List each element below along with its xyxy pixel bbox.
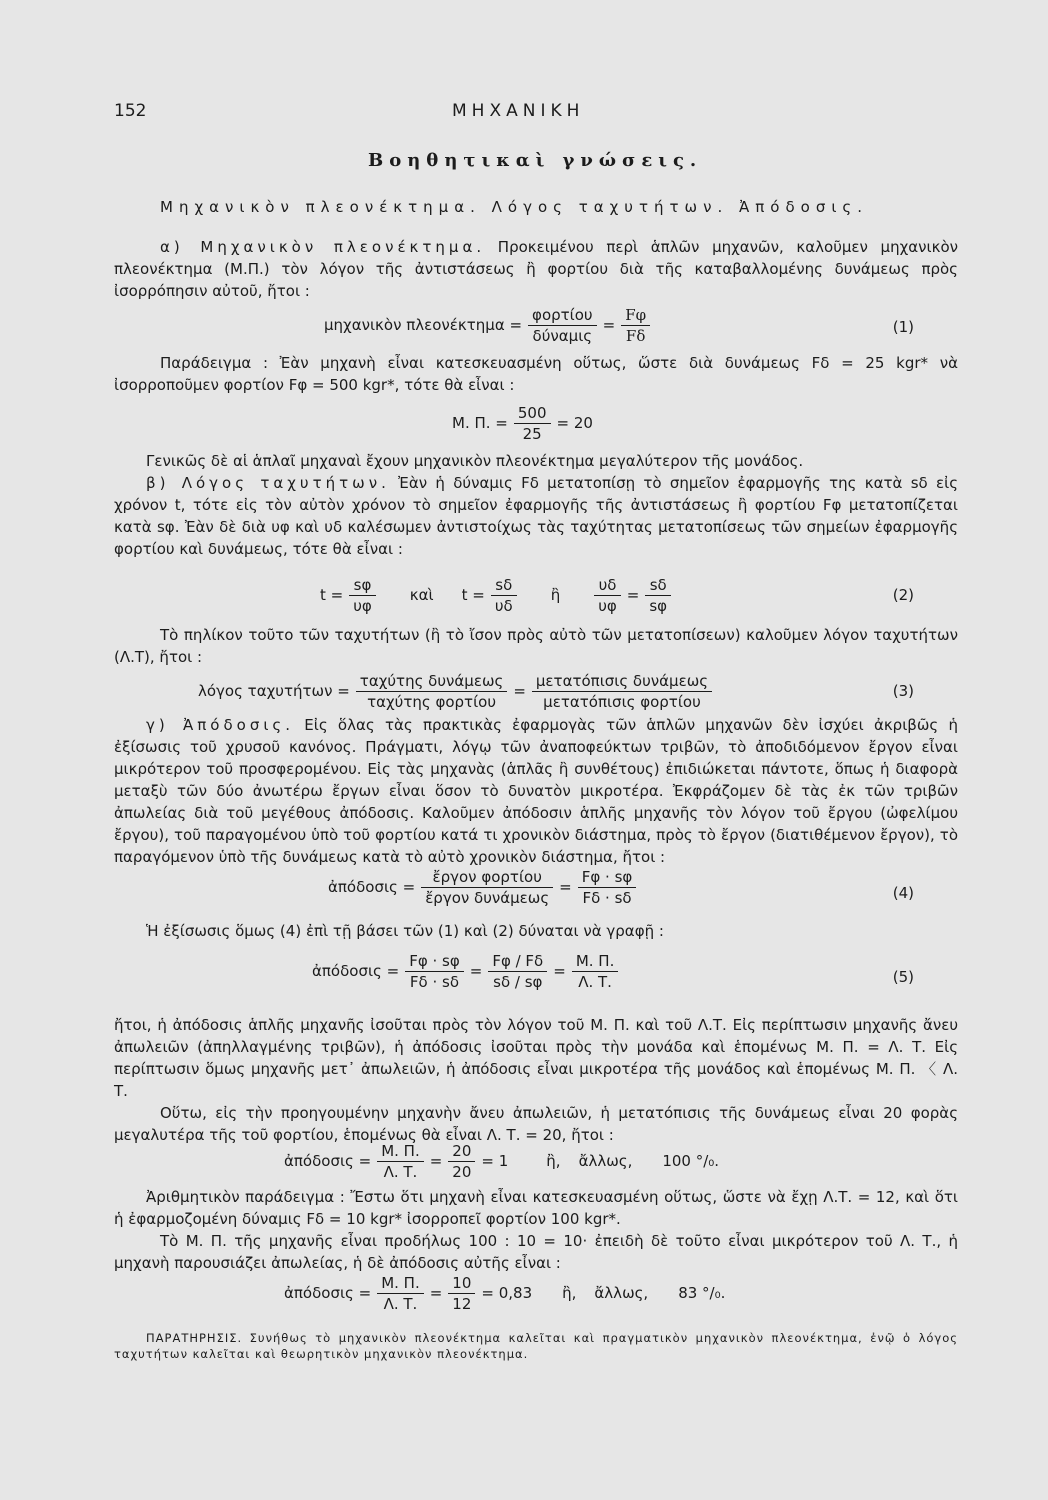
eqmp-fraction [514, 403, 551, 444]
equation-4 [114, 862, 958, 912]
eq2-d2: υδ [494, 596, 513, 615]
eq1-num2: Fφ [621, 305, 650, 326]
eq5-n2: Fφ / Fδ [488, 951, 547, 972]
eq2-n1: sφ [349, 575, 376, 596]
eq3-fraction-2 [532, 671, 712, 712]
section-title: Βοηθητικαὶ γνώσεις. [368, 150, 703, 171]
eq2-kai: καὶ [409, 586, 434, 604]
eq7-equals: = [429, 1284, 443, 1302]
eq1-fraction [528, 305, 597, 346]
eq3-lhs: λόγος ταχυτήτων = [198, 682, 350, 700]
eq5-number: (5) [892, 968, 914, 986]
eq7-percent: 83 °/₀. [678, 1284, 726, 1302]
eq5-fraction-1 [405, 951, 464, 992]
eq6-percent: 100 °/₀. [662, 1152, 720, 1170]
eq2-t2: t = [461, 586, 485, 604]
eqmp-lhs: Μ. Π. = [452, 414, 508, 432]
paragraph-c [114, 714, 958, 868]
numeric-example: Ἀριθμητικὸν παράδειγμα : Ἔστω ὅτι μηχανὴ εἶναι κατεσκευασμένη οὕτως, ὥστε νὰ ἔχῃ Λ.Τ. = 12, καὶ ὅτι ἡ ἐφαρμοζομένη δύναμις Fδ = 10 kgr* ἰσορροπεῖ φορτίον 100 kgr*. [114, 1188, 958, 1228]
eqmp-num: 500 [514, 403, 551, 424]
eq6-d2: 20 [452, 1162, 472, 1181]
equation-intro: Ἡ ἐξίσωσις ὅμως (4) ἐπὶ τῇ βάσει τῶν (1) καὶ (2) δύναται νὰ γραφῇ : [146, 922, 664, 940]
eq4-den2: Fδ · sδ [582, 888, 632, 907]
eq5-equals-2: = [553, 962, 566, 980]
eq2-d3: υφ [598, 596, 617, 615]
eq4-lhs: ἀπόδοσις = [328, 878, 416, 896]
eq1-num: φορτίου [528, 305, 597, 326]
equation-3 [114, 666, 958, 716]
eq1-fraction-2 [621, 305, 650, 346]
eq6-other: ἄλλως, [578, 1152, 633, 1170]
eq7-lhs: ἀπόδοσις = [284, 1284, 372, 1302]
heading-b: β) Λόγος ταχυτήτων. [146, 474, 390, 492]
eq3-fraction-1 [356, 671, 508, 712]
eq3-den: ταχύτης φορτίου [367, 692, 497, 711]
conclusion: ἤτοι, ἡ ἀπόδοσις ἁπλῆς μηχανῆς ἰσοῦται πρὸς τὸν λόγον τοῦ Μ. Π. καὶ τοῦ Λ.Τ. Εἰς περίπτωσιν μηχανῆς ἄνευ ἀπωλειῶν (ἀπηλλαγμένης τριβῶν), ἡ ἀπόδοσις ἰσοῦται πρὸς τὴν μονάδα καὶ ἑπομένως Μ. Π. = Λ. Τ. Εἰς περίπτωσιν ὅμως μηχανῆς μετ᾽ ἀπωλειῶν, ἡ ἀπόδοσις εἶναι μικροτέρα τῆς μονάδος καὶ ἑπομένως Μ. Π. 〈 Λ. Τ. [114, 1016, 958, 1100]
ratio-definition: Τὸ πηλίκον τοῦτο τῶν ταχυτήτων (ἢ τὸ ἴσον πρὸς αὐτὸ τῶν μετατοπίσεων) καλοῦμεν λόγον ταχυτήτων (Λ.Τ), ἤτοι : [114, 626, 958, 666]
eq4-equals: = [559, 878, 572, 896]
eq2-t1: t = [320, 586, 344, 604]
eq6-fraction-1 [377, 1141, 424, 1182]
eq2-n2: sδ [491, 575, 517, 596]
eq5-fraction-3 [572, 951, 619, 992]
eq2-equals: = [626, 586, 640, 604]
page-number: 152 [114, 101, 147, 121]
eq2-d1: υφ [353, 596, 372, 615]
eq2-number: (2) [892, 586, 914, 604]
eq5-d3: Λ. Τ. [578, 972, 612, 991]
eq1-den2: Fδ [625, 326, 646, 345]
eq1-den: δύναμις [532, 326, 593, 345]
previous-machine: Οὕτω, εἰς τὴν προηγουμένην μηχανὴν ἄνευ ἀπωλειῶν, ἡ μετατόπισις τῆς δυνάμεως εἶναι 20 φορὰς μεγαλυτέρα τῆς τοῦ φορτίου, ἑπομένως θὰ εἶναι Λ. Τ. = 20, ἤτοι : [114, 1104, 958, 1144]
eq2-n4: sδ [645, 575, 671, 596]
eq4-den: ἔργον δυνάμεως [425, 888, 550, 907]
eq5-equals-1: = [469, 962, 483, 980]
eq7-or: ἢ, [562, 1284, 577, 1302]
eq4-number: (4) [892, 884, 914, 902]
text-b: Ἐὰν ἡ δύναμις Fδ μετατοπίσῃ τὸ σημεῖον ἐφαρμογῆς της κατὰ sδ εἰς χρόνον t, τότε εἰς τὸν αὐτὸν χρόνον τὸ σημεῖον ἐφαρμογῆς τῆς ἀντιστάσεως ἢ φορτίου Fφ μετατοπίζεται κατὰ sφ. Ἐὰν δὲ διὰ υφ καὶ υδ καλέσωμεν ἀντιστοίχως τὰς ταχύτητας μετατοπίσεως τῶν σημείων ἐφαρμογῆς φορτίου καὶ δυνάμεως, τότε θὰ εἶναι : [114, 474, 958, 558]
eq7-fraction-1 [377, 1273, 424, 1314]
equation-7 [114, 1268, 958, 1318]
eq1-equals: = [602, 316, 616, 334]
eq2-fraction-4 [645, 575, 671, 616]
eq6-n1: Μ. Π. [377, 1141, 424, 1162]
eq4-fraction-2 [578, 867, 637, 908]
eq1-number: (1) [892, 318, 914, 336]
eq5-n1: Fφ · sφ [405, 951, 464, 972]
eq6-fraction-2 [448, 1141, 475, 1182]
eq4-num: ἔργον φορτίου [421, 867, 553, 888]
general-statement: Γενικῶς δὲ αἱ ἁπλαῖ μηχαναὶ ἔχουν μηχανικὸν πλεονέκτημα μεγαλύτερον τῆς μονάδος. [146, 452, 804, 470]
eq5-d1: Fδ · sδ [409, 972, 460, 991]
calculation: Τὸ Μ. Π. τῆς μηχανῆς εἶναι προδήλως 100 : 10 = 10· ἐπειδὴ δὲ τοῦτο εἶναι μικρότερον τοῦ Λ. Τ., ἡ μηχανὴ παρουσιάζει ἀπωλείας, ἡ δὲ ἀπόδοσις αὐτῆς εἶναι : [114, 1232, 958, 1272]
eq3-equals: = [513, 682, 526, 700]
text-c: Εἰς ὅλας τὰς πρακτικὰς ἐφαρμογὰς τῶν ἁπλῶν μηχανῶν δὲν ἰσχύει ἀκριβῶς ἡ ἐξίσωσις τοῦ χρυσοῦ κανόνος. Πράγματι, λόγῳ τῶν ἀναποφεύκτων τριβῶν, τὸ ἀποδιδόμενον ἔργον εἶναι μικρότερον τοῦ προσφερομένου. Εἰς τὰς μηχανὰς (ἁπλᾶς ἢ συνθέτους) ἐπιδιώκεται πάντοτε, ὅπως ἡ διαφορὰ μεταξὺ τῶν δύο ἀνωτέρω ἔργων εἶναι ὅσον τὸ δυνατὸν μικροτέρα. Ἐκφράζομεν δὲ τὰς ἐκ τῶν τριβῶν ἀπωλείας διὰ τοῦ μεγέθους ἀπόδοσις. Καλοῦμεν ἀπόδοσιν ἁπλῆς μηχανῆς τὸν λόγον τοῦ ἔργου (ὠφελίμου ἔργου), τοῦ παραγομένου ὑπὸ τοῦ φορτίου κατά τι χρονικὸν διάστημα, πρὸς τὸ ἔργον (διατιθέμενον ἔργον), τὸ παραγόμενον ὑπὸ τῆς δυνάμεως κατὰ τὸ αὐτὸ χρονικὸν διάστημα, ἤτοι : [114, 716, 958, 866]
eq3-num: ταχύτης δυνάμεως [356, 671, 508, 692]
running-title: ΜΗΧΑΝΙΚΗ [452, 101, 585, 121]
eq2-fraction-1 [349, 575, 376, 616]
subtitle: Μηχανικὸν πλεονέκτημα. Λόγος ταχυτήτων. Ἀπόδοσις. [160, 198, 868, 216]
eq4-num2: Fφ · sφ [578, 867, 637, 888]
eq2-fraction-3 [594, 575, 621, 616]
eq6-equals: = [429, 1152, 443, 1170]
eq7-value: = 0,83 [481, 1284, 533, 1302]
eq7-n1: Μ. Π. [377, 1273, 424, 1294]
eq6-lhs: ἀπόδοσις = [284, 1152, 372, 1170]
eq5-lhs: ἀπόδοσις = [312, 962, 400, 980]
eq1-lhs: μηχανικὸν πλεονέκτημα = [324, 316, 523, 334]
equation-5 [114, 946, 958, 996]
text-a: Προκειμένου περὶ ἁπλῶν μηχανῶν, καλοῦμεν μηχανικὸν πλεονέκτημα (Μ.Π.) τὸν λόγον τῆς ἀντιστάσεως ἢ φορτίου διὰ τῆς καταβαλλομένης δυνάμεως πρὸς ἰσορρόπησιν αὐτοῦ, ἤτοι : [114, 238, 958, 300]
eq5-n3: Μ. Π. [572, 951, 619, 972]
eq3-number: (3) [892, 682, 914, 700]
equation-2 [114, 570, 958, 620]
example-1: Παράδειγμα : Ἐὰν μηχανὴ εἶναι κατεσκευασμένη οὕτως, ὥστε διὰ δυνάμεως Fδ = 25 kgr* νὰ ἰσορροποῦμεν φορτίον Fφ = 500 kgr*, τότε θὰ εἶναι : [114, 354, 958, 394]
eq6-or: ἢ, [546, 1152, 561, 1170]
eq7-d1: Λ. Τ. [383, 1294, 418, 1313]
eq5-d2: sδ / sφ [493, 972, 543, 991]
heading-c: γ) Ἀπόδοσις. [146, 716, 294, 734]
eq6-n2: 20 [448, 1141, 475, 1162]
paragraph-b [114, 472, 958, 560]
equation-1 [114, 300, 958, 350]
eq2-fraction-2 [491, 575, 517, 616]
eq7-d2: 12 [452, 1294, 472, 1313]
eq2-n3: υδ [594, 575, 621, 596]
eq7-n2: 10 [448, 1273, 475, 1294]
equation-mp [114, 398, 958, 448]
eqmp-rhs: = 20 [556, 414, 593, 432]
heading-a: α) Μηχανικὸν πλεονέκτημα. [160, 238, 486, 256]
eq6-d1: Λ. Τ. [383, 1162, 418, 1181]
eq3-den2: μετατόπισις φορτίου [543, 692, 701, 711]
eq6-value: = 1 [481, 1152, 509, 1170]
equation-6 [114, 1136, 958, 1186]
eq5-fraction-2 [488, 951, 547, 992]
eq7-other: ἄλλως, [594, 1284, 649, 1302]
footnote: ΠΑΡΑΤΗΡΗΣΙΣ. Συνήθως τὸ μηχανικὸν πλεονέκτημα καλεῖται καὶ πραγματικὸν μηχανικὸν πλεονέκτημα, ἐνῷ ὁ λόγος ταχυτήτων καλεῖται καὶ θεωρητικὸν μηχανικὸν πλεονέκτημα. [114, 1331, 958, 1361]
eq3-num2: μετατόπισις δυνάμεως [532, 671, 712, 692]
eq7-fraction-2 [448, 1273, 475, 1314]
eq4-fraction-1 [421, 867, 553, 908]
eqmp-den: 25 [522, 424, 542, 443]
eq2-d4: sφ [649, 596, 668, 615]
eq2-or: ἢ [550, 586, 561, 604]
paragraph-a [114, 236, 958, 302]
